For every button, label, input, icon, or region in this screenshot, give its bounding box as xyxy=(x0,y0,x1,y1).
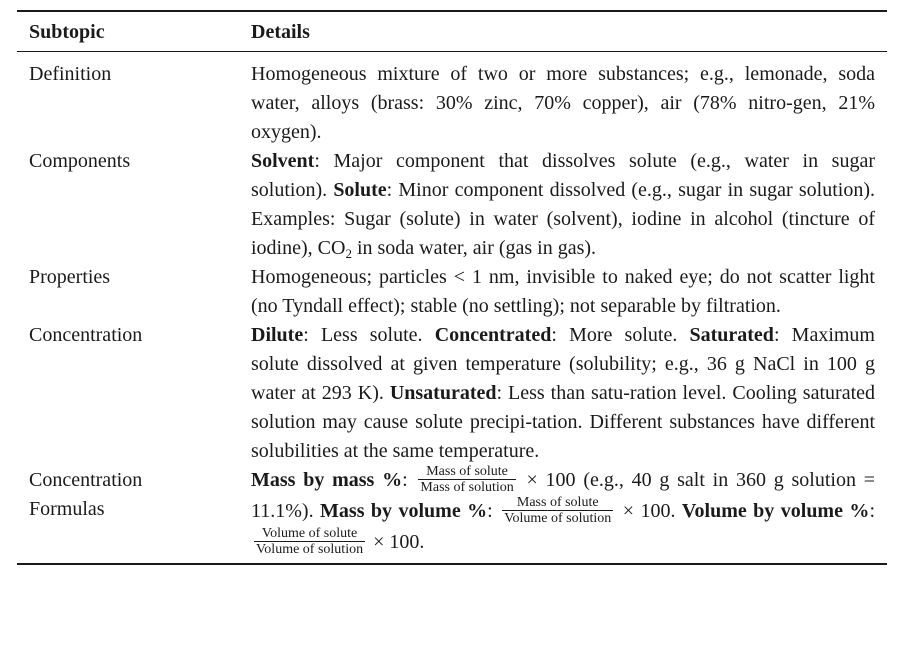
subtopic-components: Components xyxy=(29,150,131,172)
fraction-denominator: Volume of solution xyxy=(504,511,612,526)
table-row xyxy=(17,321,887,466)
table-row xyxy=(17,263,887,321)
header-details: Details xyxy=(251,21,310,43)
header-subtopic: Subtopic xyxy=(29,21,105,43)
details-components xyxy=(251,147,887,263)
subtopic-formulas xyxy=(17,466,251,564)
subtopic-formulas-line1: Concentration xyxy=(29,469,143,491)
solutions-table xyxy=(17,10,887,565)
mass-by-volume-colon: : xyxy=(487,500,493,523)
mass-by-mass-colon: : xyxy=(402,469,408,492)
subtopic-properties: Properties xyxy=(29,266,111,288)
volume-by-volume-tail: × 100. xyxy=(373,531,425,554)
table-header-row xyxy=(17,11,887,52)
dilute-term: Dilute xyxy=(251,324,304,346)
subtopic-concentration: Concentration xyxy=(29,324,143,346)
saturated-description: : Maximum solute dissolved at given temperature (solubility; e.g., 36 g NaCl in 100 g water at 293 K). xyxy=(251,324,875,404)
details-formulas xyxy=(251,466,887,564)
mass-by-volume-term: Mass by volume % xyxy=(320,500,488,523)
mass-by-mass-term: Mass by mass % xyxy=(251,469,403,492)
fraction-denominator: Mass of solution xyxy=(420,480,514,495)
unsaturated-term: Unsaturated xyxy=(389,382,497,404)
fraction-numerator: Volume of solute xyxy=(254,526,365,542)
table-row xyxy=(17,147,887,263)
fraction-denominator: Volume of solution xyxy=(256,542,364,557)
details-properties: Homogeneous; particles < 1 nm, invisible to naked eye; do not scatter light (no Tyndall effect); stable (no settling); not separable by filtration. xyxy=(251,266,875,317)
details-definition: Homogeneous mixture of two or more substances; e.g., lemonade, soda water, alloys (brass: 30% zinc, 70% copper), air (78% nitro-gen, 21% oxygen). xyxy=(251,63,875,143)
co2-subscript: 2 xyxy=(345,246,352,261)
solvent-term: Solvent xyxy=(251,150,315,172)
mass-by-volume-tail: × 100. xyxy=(622,500,676,523)
components-tail: in soda water, air (gas in gas). xyxy=(351,237,597,259)
details-concentration xyxy=(251,321,887,466)
table-row xyxy=(17,52,887,148)
solute-description: : Minor component dissolved (e.g., sugar in sugar solution). Examples: Sugar (solute) in water (solvent), iodine in alcohol (tincture of iodine), CO xyxy=(251,179,875,259)
saturated-term: Saturated xyxy=(689,324,774,346)
table-row xyxy=(17,466,887,564)
fraction-numerator: Mass of solute xyxy=(418,464,515,480)
volume-by-volume-term: Volume by volume % xyxy=(681,500,870,523)
volume-by-volume-fraction xyxy=(254,526,365,557)
subtopic-formulas-line2: Formulas xyxy=(29,498,105,520)
volume-by-volume-colon: : xyxy=(869,500,875,523)
mass-by-volume-fraction xyxy=(502,495,613,526)
concentrated-term: Concentrated xyxy=(434,324,552,346)
subtopic-definition: Definition xyxy=(29,63,112,85)
mass-by-mass-tail: × 100 (e.g., 40 g salt in 360 g solution = 11.1%). xyxy=(251,469,875,523)
solute-term: Solute xyxy=(333,179,387,201)
dilute-description: : Less solute. xyxy=(303,324,435,346)
mass-by-mass-fraction xyxy=(418,464,515,495)
concentrated-description: : More solute. xyxy=(551,324,690,346)
solvent-description: : Major component that dissolves solute (e.g., water in sugar solution). xyxy=(251,150,875,201)
fraction-numerator: Mass of solute xyxy=(502,495,613,511)
unsaturated-description: : Less than satu-ration level. Cooling saturated solution may cause solute precipi-tation. Different substances have different solubilities at the same temperature. xyxy=(251,382,875,462)
